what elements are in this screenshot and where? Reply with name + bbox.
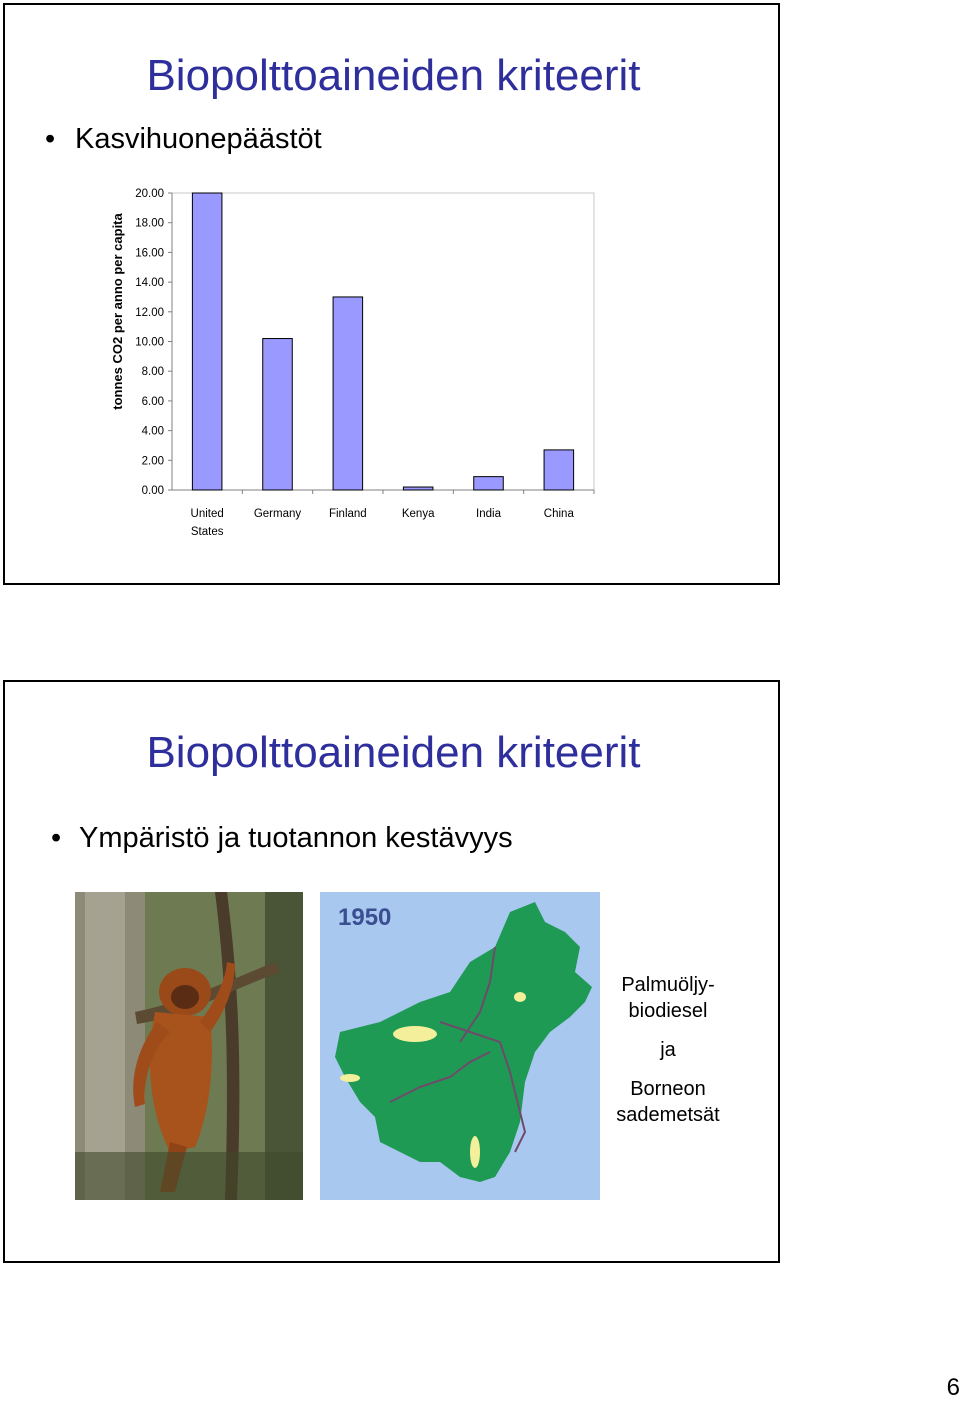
- bar: [474, 477, 504, 490]
- x-tick-label: United States: [190, 508, 224, 538]
- y-tick-label: 18.00: [135, 217, 164, 230]
- y-axis-label: tonnes CO2 per anno per capita: [110, 213, 125, 410]
- y-tick-label: 20.00: [135, 188, 164, 200]
- page-number: 6: [946, 1374, 960, 1401]
- y-tick-label: 6.00: [141, 395, 164, 408]
- slide-2: [3, 680, 780, 1263]
- borneo-map: [320, 892, 600, 1200]
- x-tick-label: China: [543, 508, 574, 520]
- y-tick-label: 2.00: [141, 455, 164, 468]
- bar: [192, 193, 222, 490]
- x-tick-label: Germany: [253, 508, 302, 520]
- y-tick-label: 4.00: [141, 425, 164, 438]
- y-tick-label: 12.00: [135, 306, 164, 319]
- bullet-text: Ympäristö ja tuotannon kestävyys: [79, 822, 513, 854]
- caption-line: ja: [660, 1039, 676, 1061]
- x-tick-label: Finland: [328, 508, 367, 520]
- caption-line: Palmuöljy-: [621, 974, 715, 996]
- bullet-icon: •: [51, 822, 62, 854]
- map-year-label: 1950: [338, 904, 392, 931]
- slide-title: Biopolttoaineiden kriteerit: [146, 51, 641, 100]
- x-tick-label: Kenya: [401, 508, 435, 520]
- caption-line: sademetsät: [616, 1104, 720, 1126]
- bullet-icon: •: [45, 123, 56, 155]
- y-tick-label: 10.00: [135, 336, 164, 349]
- caption-line: biodiesel: [628, 1000, 708, 1022]
- y-tick-label: 8.00: [141, 366, 164, 379]
- bar: [403, 487, 433, 490]
- slide-title: Biopolttoaineiden kriteerit: [146, 728, 641, 777]
- x-tick-label: India: [476, 508, 501, 520]
- orangutan-photo: [75, 892, 303, 1200]
- bar: [544, 450, 574, 490]
- emissions-bar-chart: [100, 185, 600, 545]
- y-tick-label: 16.00: [135, 247, 164, 260]
- y-tick-label: 14.00: [135, 277, 164, 290]
- bar: [263, 339, 293, 490]
- y-tick-label: 0.00: [141, 485, 164, 497]
- plot-area: [172, 193, 594, 490]
- caption-line: Borneon: [630, 1078, 706, 1100]
- bullet-text: Kasvihuonepäästöt: [75, 123, 322, 155]
- map-caption: [603, 972, 733, 1128]
- bar: [333, 297, 363, 490]
- slide-1: [3, 3, 780, 585]
